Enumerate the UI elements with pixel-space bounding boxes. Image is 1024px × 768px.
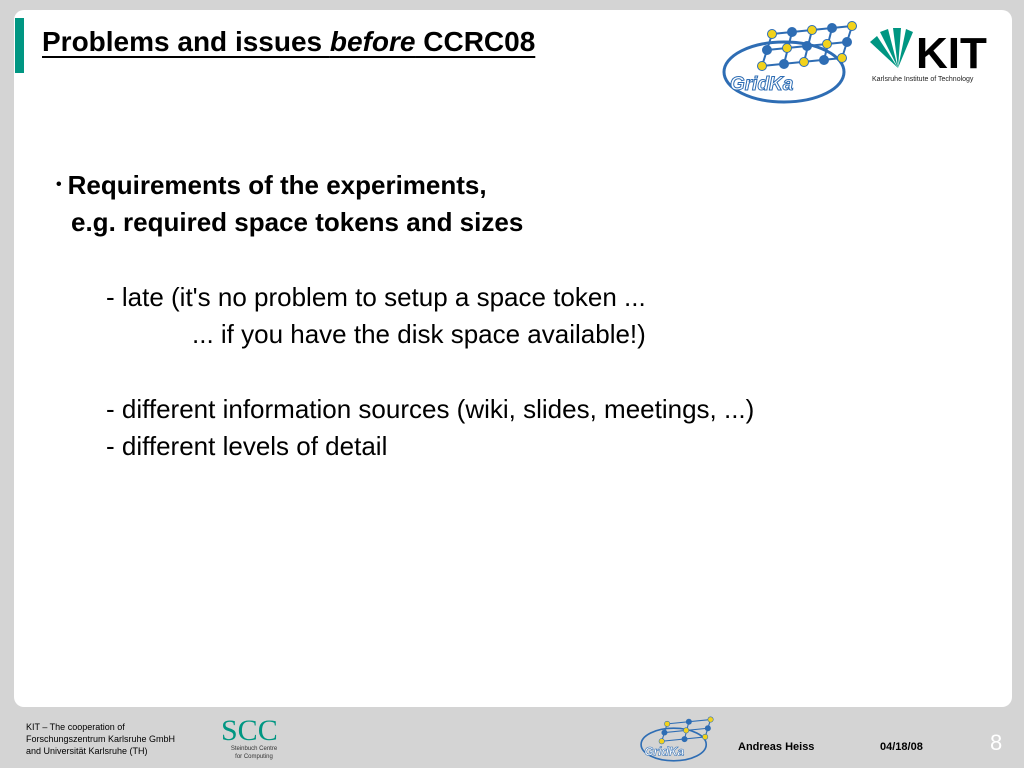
scc-logo-subtitle-2: for Computing [235,754,273,760]
list-item: ... if you have the disk space available!) [192,319,646,349]
kit-subtitle: Karlsruhe Institute of Technology [872,76,974,83]
title-suffix: CCRC08 [415,26,536,57]
title-emphasis: before [329,26,416,57]
footer-org-line: and Universität Karlsruhe (TH) [26,746,148,756]
footer-org-line: KIT – The cooperation of [26,722,125,732]
footer-date: 04/18/08 [880,741,923,753]
list-item: - different levels of detail [106,431,388,461]
kit-logo-text: KIT [916,29,987,76]
footer-gridka-logo [640,714,716,762]
list-item: - different information sources (wiki, slides, meetings, ...) [106,394,755,424]
footer-org-line: Forschungszentrum Karlsruhe GmbH [26,734,176,744]
scc-logo-subtitle-1: Steinbuch Centre [230,746,278,752]
gridka-logo [722,16,862,104]
list-item: - late (it's no problem to setup a space token ... [106,282,646,312]
bullet-heading-text-1: Requirements of the experiments, [67,170,487,200]
bullet-heading-line-2: e.g. required space tokens and sizes [71,207,524,237]
page-number: 8 [990,730,1003,755]
bullet-heading-line-1 [56,170,487,201]
title-prefix: Problems and issues [42,26,330,57]
gridka-logo-text: GridKa [730,74,794,95]
footer-organization [26,721,175,757]
footer-author: Andreas Heiss [738,741,815,753]
title-accent-bar [15,18,24,73]
slide-area [14,10,1012,707]
kit-logo [868,26,998,76]
bullet-marker: • [56,176,62,193]
scc-logo [218,712,292,762]
slide-title [42,26,535,58]
footer-gridka-logo-text: GridKa [644,744,685,759]
scc-logo-text: SCC [221,714,278,747]
